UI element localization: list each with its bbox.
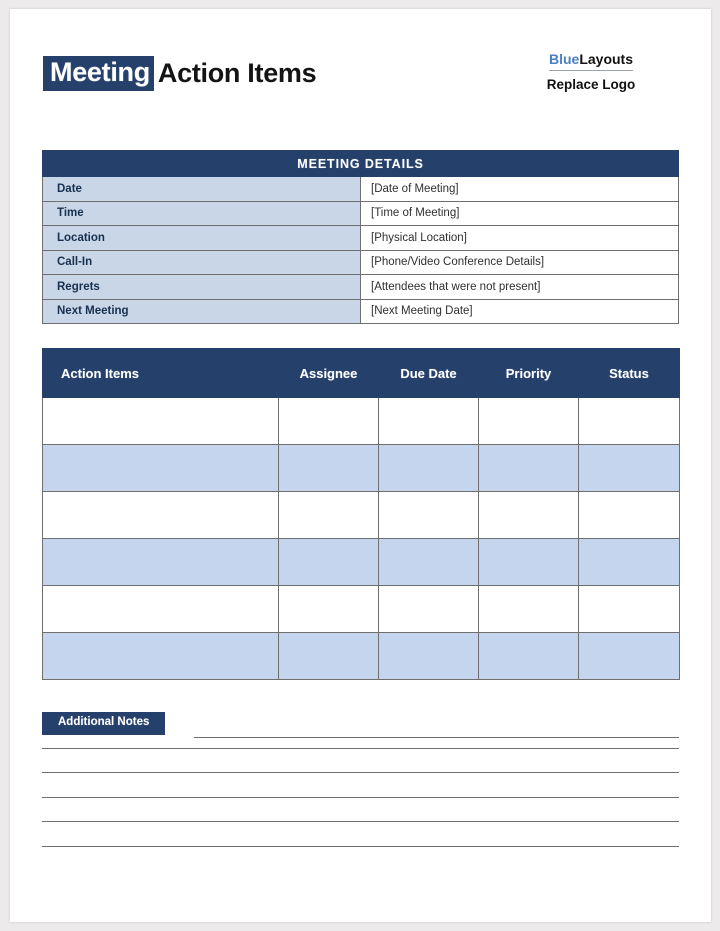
cell-due-date[interactable]	[379, 445, 479, 492]
notes-rule[interactable]	[42, 772, 679, 773]
cell-priority[interactable]	[479, 445, 579, 492]
cell-action-item[interactable]	[43, 586, 279, 633]
cell-priority[interactable]	[479, 492, 579, 539]
cell-action-item[interactable]	[43, 445, 279, 492]
cell-priority[interactable]	[479, 398, 579, 445]
table-row	[43, 586, 680, 633]
detail-value-call-in[interactable]: [Phone/Video Conference Details]	[361, 250, 679, 275]
detail-label-time: Time	[43, 201, 361, 226]
cell-due-date[interactable]	[379, 492, 479, 539]
logo-wordmark	[549, 51, 633, 71]
column-header-status: Status	[579, 349, 680, 398]
cell-action-item[interactable]	[43, 492, 279, 539]
table-row	[43, 633, 680, 680]
cell-priority[interactable]	[479, 539, 579, 586]
detail-value-regrets[interactable]: [Attendees that were not present]	[361, 275, 679, 300]
brand-logo	[501, 51, 681, 93]
cell-assignee[interactable]	[279, 633, 379, 680]
page-title-highlight: Meeting	[43, 56, 154, 91]
notes-rule[interactable]	[42, 821, 679, 822]
additional-notes-section	[42, 712, 679, 870]
cell-status[interactable]	[579, 633, 680, 680]
column-header-due-date: Due Date	[379, 349, 479, 398]
cell-status[interactable]	[579, 398, 680, 445]
cell-status[interactable]	[579, 539, 680, 586]
logo-subtitle: Replace Logo	[546, 76, 636, 92]
notes-rule[interactable]	[42, 797, 679, 798]
column-header-assignee: Assignee	[279, 349, 379, 398]
table-row	[43, 226, 679, 251]
table-row	[43, 250, 679, 275]
additional-notes-badge: Additional Notes	[42, 712, 165, 735]
detail-value-date[interactable]: [Date of Meeting]	[361, 177, 679, 202]
cell-priority[interactable]	[479, 633, 579, 680]
detail-label-regrets: Regrets	[43, 275, 361, 300]
meeting-details-table	[42, 150, 679, 324]
cell-priority[interactable]	[479, 586, 579, 633]
notes-writing-lines[interactable]	[42, 748, 679, 847]
cell-due-date[interactable]	[379, 398, 479, 445]
page-title	[43, 56, 316, 91]
action-items-table	[42, 348, 680, 680]
detail-value-next-meeting[interactable]: [Next Meeting Date]	[361, 299, 679, 324]
cell-due-date[interactable]	[379, 539, 479, 586]
notes-rule[interactable]	[42, 846, 679, 847]
table-row	[43, 398, 680, 445]
logo-brand-primary: Blue	[548, 51, 580, 67]
meeting-details-header-row	[43, 151, 679, 177]
cell-due-date[interactable]	[379, 586, 479, 633]
cell-status[interactable]	[579, 492, 680, 539]
table-row	[43, 492, 680, 539]
cell-action-item[interactable]	[43, 398, 279, 445]
cell-status[interactable]	[579, 445, 680, 492]
column-header-action-items: Action Items	[43, 349, 279, 398]
cell-assignee[interactable]	[279, 398, 379, 445]
meeting-details-header: MEETING DETAILS	[43, 151, 679, 177]
table-row	[43, 539, 680, 586]
table-row	[43, 201, 679, 226]
logo-brand-secondary: Layouts	[579, 51, 634, 67]
cell-assignee[interactable]	[279, 492, 379, 539]
table-row	[43, 177, 679, 202]
column-header-priority: Priority	[479, 349, 579, 398]
cell-assignee[interactable]	[279, 445, 379, 492]
cell-due-date[interactable]	[379, 633, 479, 680]
table-row	[43, 299, 679, 324]
table-row	[43, 275, 679, 300]
detail-label-location: Location	[43, 226, 361, 251]
cell-assignee[interactable]	[279, 586, 379, 633]
detail-value-time[interactable]: [Time of Meeting]	[361, 201, 679, 226]
action-items-header-row	[43, 349, 680, 398]
cell-action-item[interactable]	[43, 539, 279, 586]
detail-label-call-in: Call-In	[43, 250, 361, 275]
detail-label-next-meeting: Next Meeting	[43, 299, 361, 324]
page-title-rest: Action Items	[157, 58, 317, 88]
cell-status[interactable]	[579, 586, 680, 633]
detail-value-location[interactable]: [Physical Location]	[361, 226, 679, 251]
notes-rule[interactable]	[42, 748, 679, 749]
cell-assignee[interactable]	[279, 539, 379, 586]
document-page	[10, 9, 711, 922]
document-header	[10, 9, 711, 119]
cell-action-item[interactable]	[43, 633, 279, 680]
notes-rule-top	[194, 737, 679, 738]
table-row	[43, 445, 680, 492]
detail-label-date: Date	[43, 177, 361, 202]
